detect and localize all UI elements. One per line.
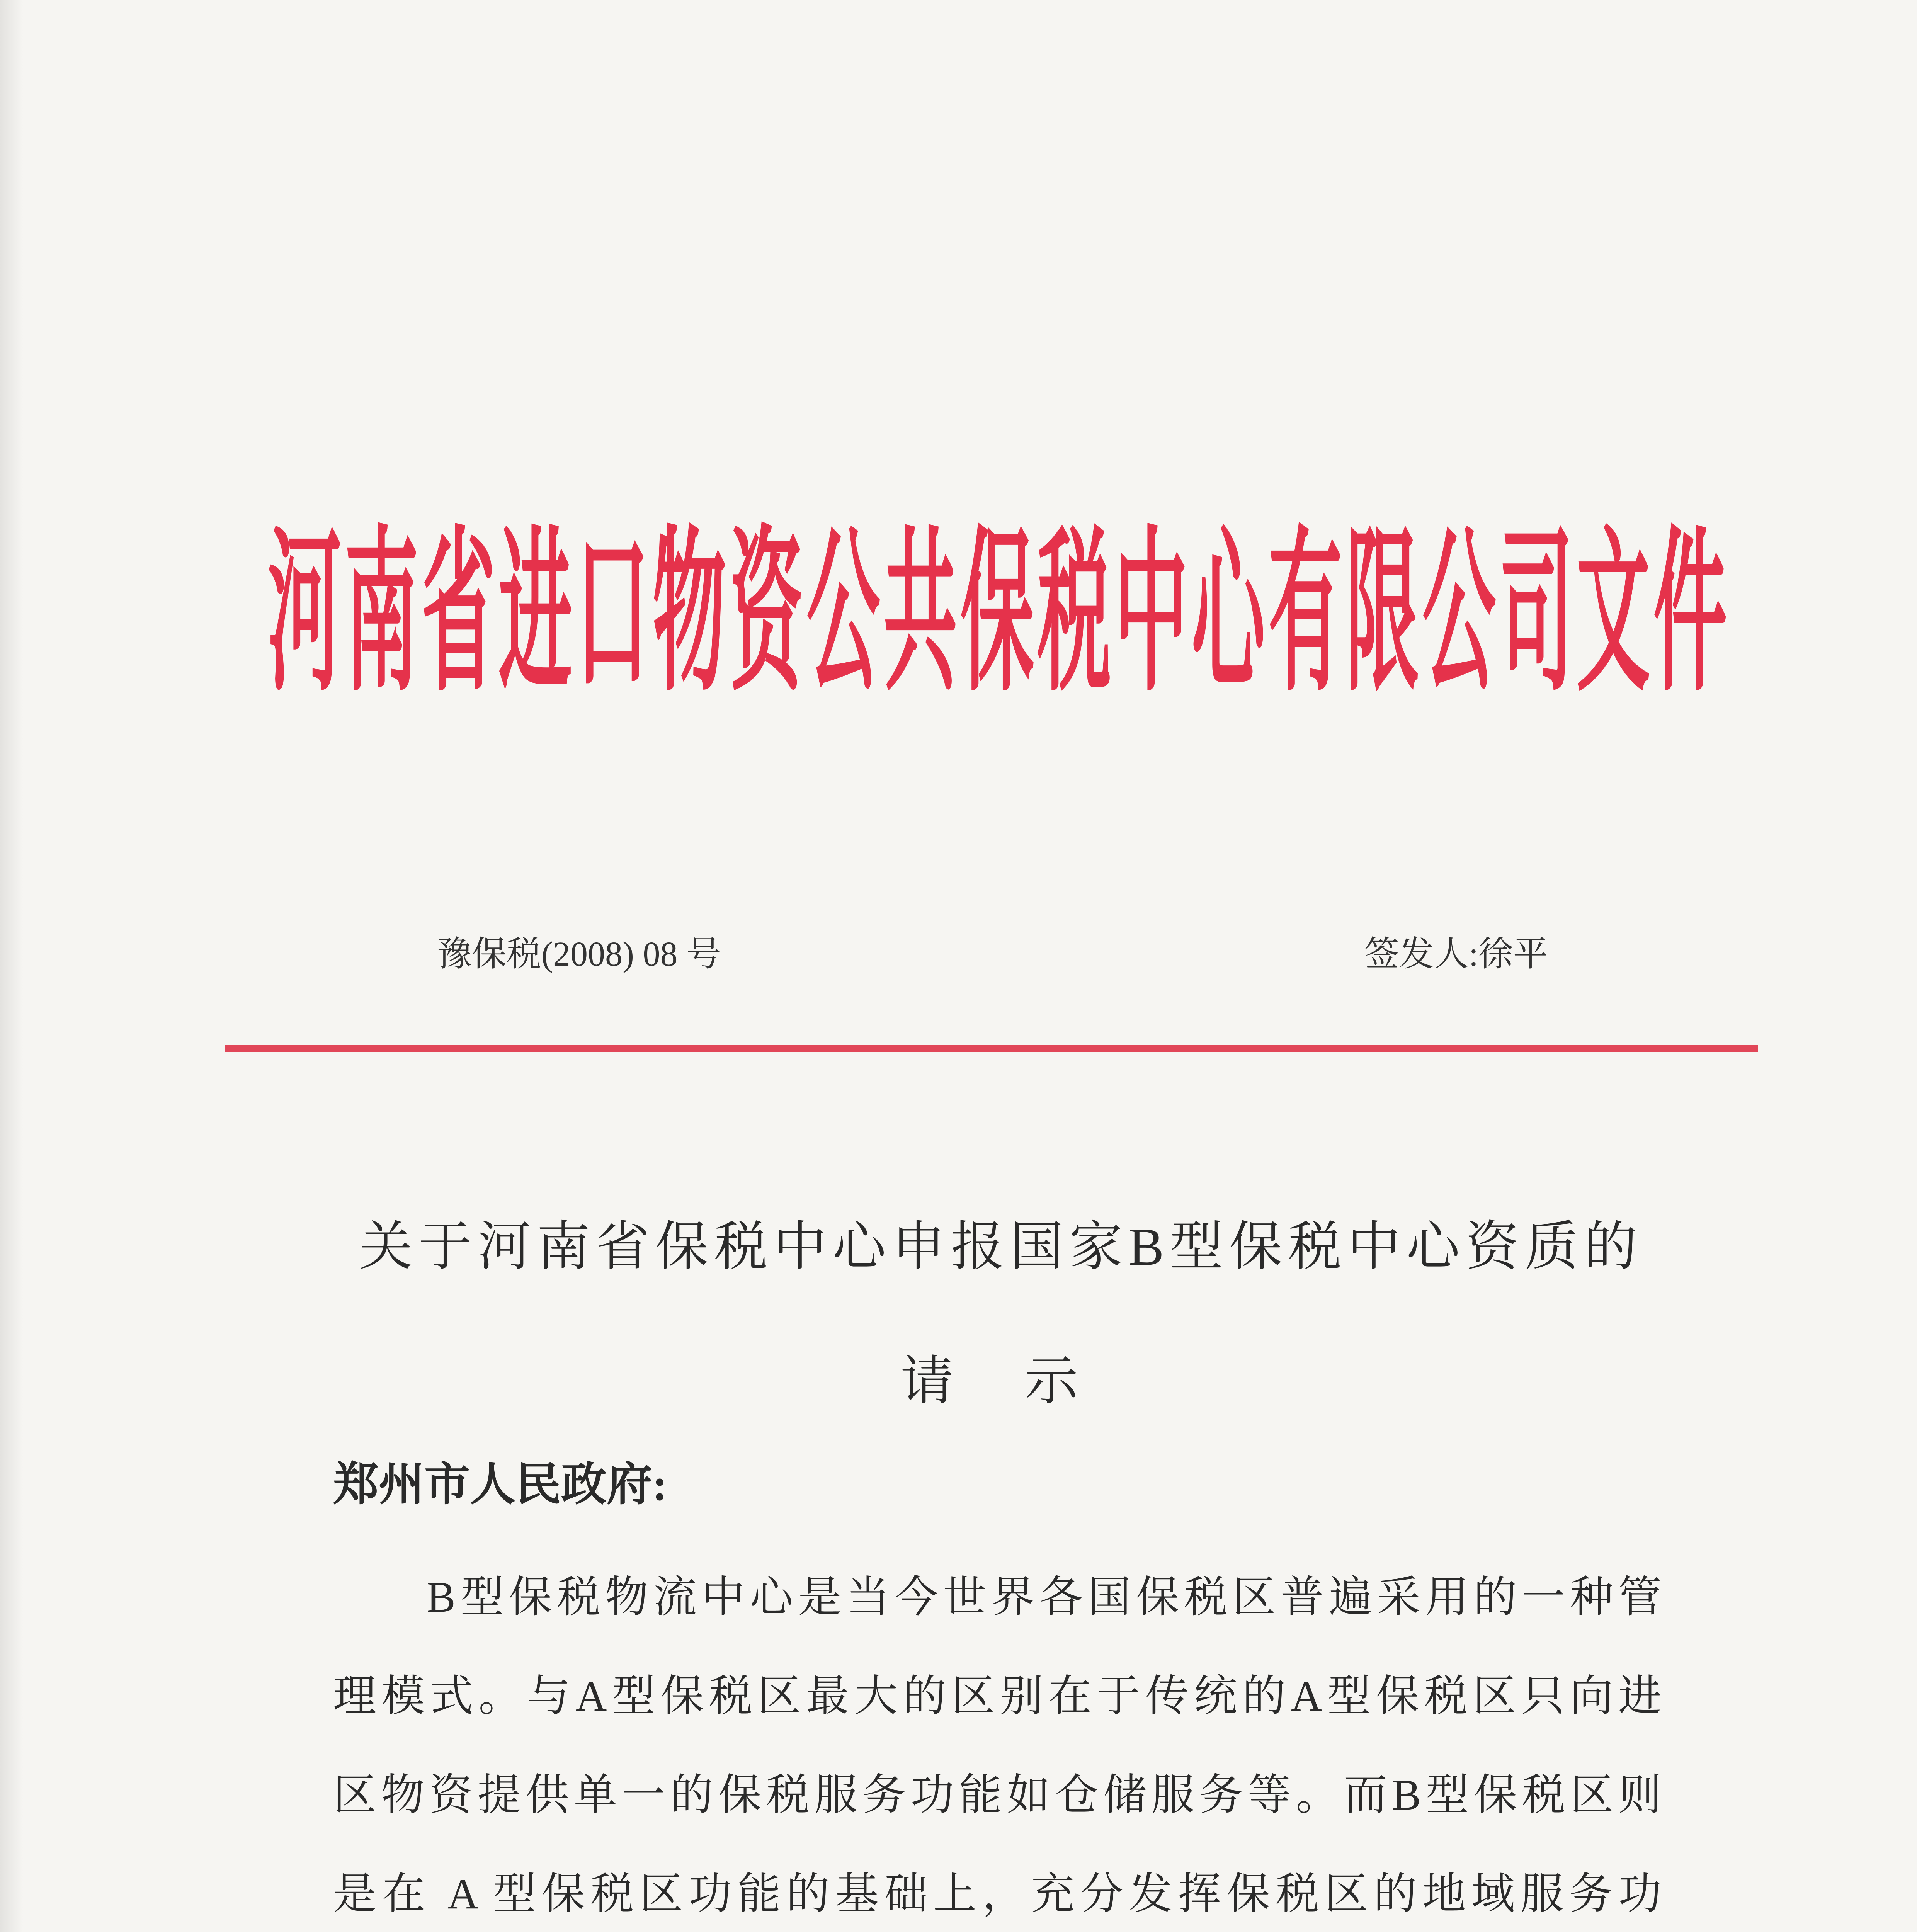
salutation: 郑州市人民政府: [333, 1459, 668, 1510]
body-line: 是在 A 型保税区功能的基础上，充分发挥保税区的地域服务功 [333, 1870, 1662, 1918]
subject-title-line-1: 关于河南省保税中心申报国家B型保税中心资质的 [359, 1217, 1637, 1276]
body-line: 理模式。与A型保税区最大的区别在于传统的A型保税区只向进 [333, 1672, 1662, 1720]
subject-title-line-2: 请 示 [900, 1352, 1078, 1411]
body-paragraph [333, 1548, 1662, 1932]
document-header-title: 河南省进口物资公共保税中心有限公司文件 [268, 515, 1727, 712]
body-line: B型保税物流中心是当今世界各国保税区普遍采用的一种管 [427, 1573, 1662, 1621]
signer: 签发人:徐平 [1364, 935, 1548, 973]
scan-edge-shadow [0, 0, 23, 1932]
document-number: 豫保税(2008) 08 号 [437, 935, 721, 973]
header-divider-rule [225, 1045, 1758, 1052]
body-line: 区物资提供单一的保税服务功能如仓储服务等。而B型保税区则 [333, 1771, 1662, 1819]
